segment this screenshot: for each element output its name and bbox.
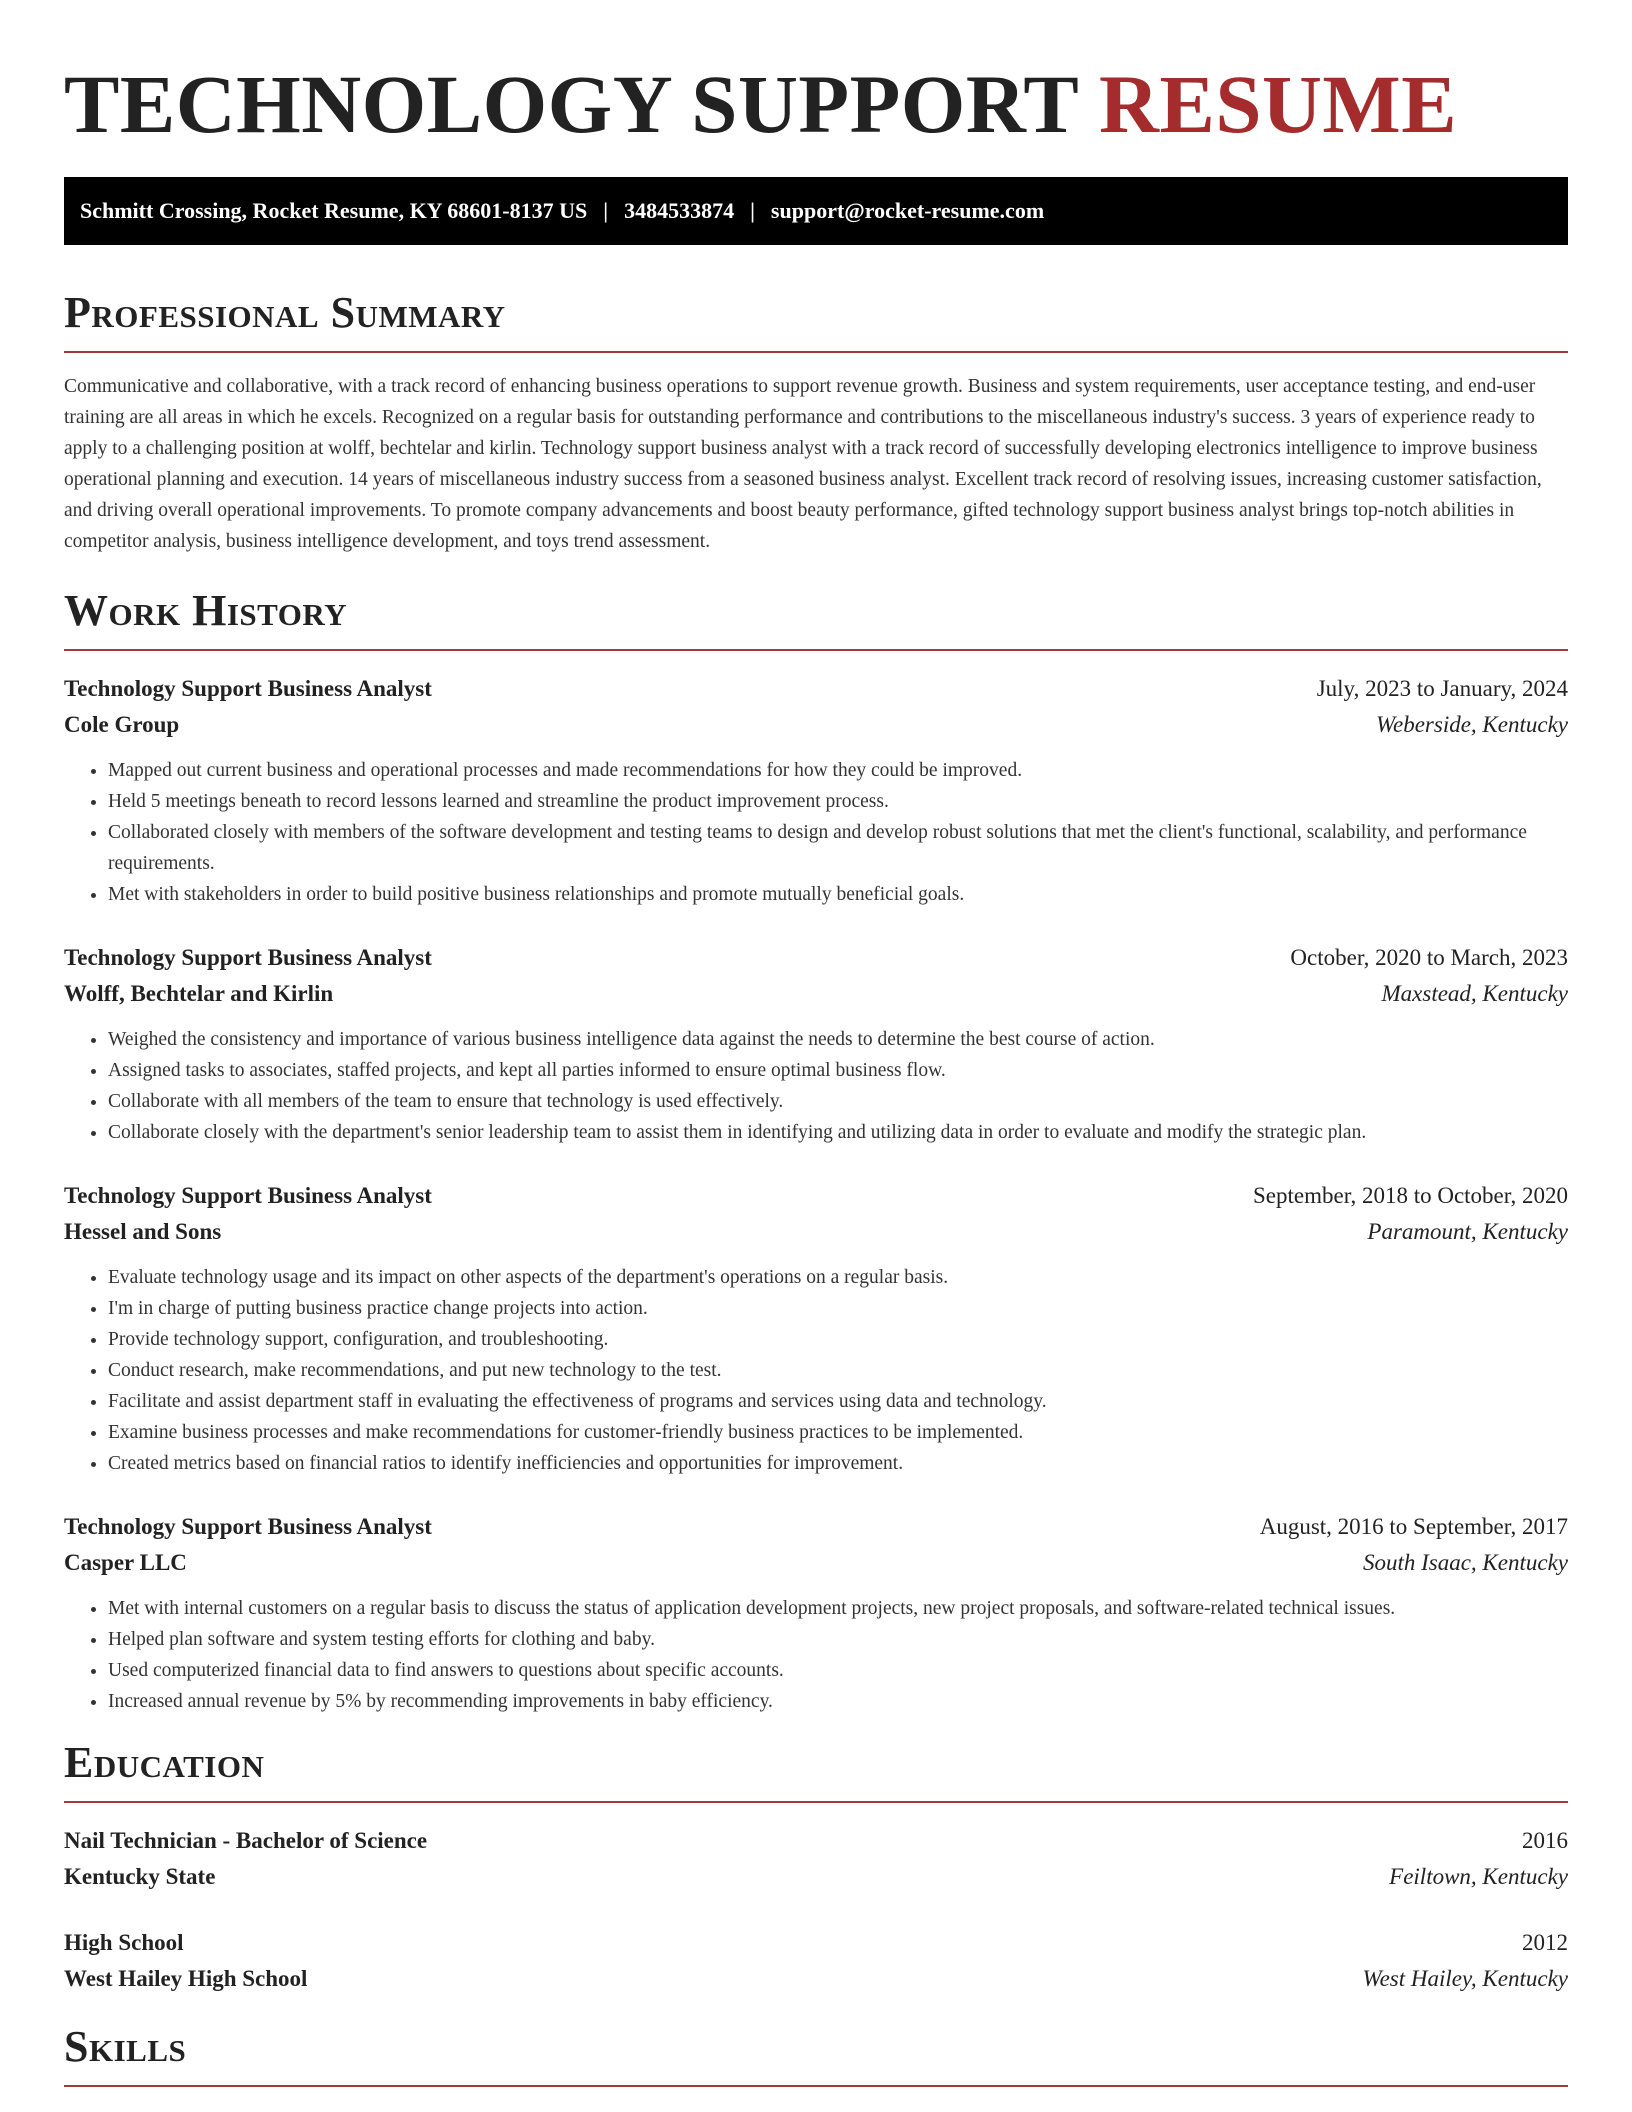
- summary-text: Communicative and collaborative, with a track record of enhancing business operations to support revenue growth. Business and system requirements, user acceptance testing, and end-user training are all areas in which he excels. Recognized on a regular basis for outstanding performance and contributions to the miscellaneous industry's success. 3 years of experience ready to apply to a challenging position at wolff, bechtelar and kirlin. Technology support business analyst with a track record of successfully developing electronics intelligence to improve business operational planning and execution. 14 years of miscellaneous industry success from a seasoned business analyst. Excellent track record of resolving issues, increasing customer satisfaction, and driving overall operational improvements. To promote company advancements and boost beauty performance, gifted technology support business analyst brings top-notch abilities in competitor analysis, business intelligence development, and toys trend assessment.: [64, 376, 1542, 552]
- education-degree: High School: [64, 1930, 184, 1955]
- title-main: TECHNOLOGY SUPPORT: [64, 58, 1078, 150]
- job-company: Hessel and Sons: [64, 1219, 222, 1244]
- contact-bar: [64, 177, 1568, 245]
- job-company: Casper LLC: [64, 1550, 187, 1575]
- job-dates: October, 2020 to March, 2023: [1290, 945, 1568, 970]
- education-degree: Nail Technician - Bachelor of Science: [64, 1828, 428, 1853]
- job-title: Technology Support Business Analyst: [64, 945, 432, 970]
- job-bullet: • Increased annual revenue by 5% by recommending improvements in baby efficiency.: [108, 1686, 1568, 1717]
- section-title-education: Education: [64, 1738, 265, 1787]
- job-bullet: • Conduct research, make recommendations, and put new technology to the test.: [108, 1355, 1568, 1386]
- job-bullet: • Collaborate with all members of the team to ensure that technology is used effectively.: [108, 1086, 1568, 1117]
- education-location: Feiltown, Kentucky: [1389, 1864, 1568, 1889]
- education-year: 2012: [1522, 1930, 1568, 1955]
- education-section: [64, 1739, 1568, 1997]
- job-bullets: [64, 1593, 1568, 1717]
- job-location: South Isaac, Kentucky: [1362, 1550, 1568, 1575]
- job-location: Weberside, Kentucky: [1375, 712, 1568, 737]
- education-year: 2016: [1522, 1828, 1568, 1853]
- summary-section: [64, 289, 1568, 557]
- job-title: Technology Support Business Analyst: [64, 1183, 432, 1208]
- title-accent: RESUME: [1099, 58, 1458, 150]
- section-divider: [64, 351, 1568, 353]
- job-bullet: • Held 5 meetings beneath to record lessons learned and streamline the product improvement process.: [108, 786, 1568, 817]
- job-location: Paramount, Kentucky: [1367, 1219, 1568, 1244]
- job-title: Technology Support Business Analyst: [64, 676, 432, 701]
- job-bullet: • Helped plan software and system testing efforts for clothing and baby.: [108, 1624, 1568, 1655]
- resume-title: [64, 56, 1568, 152]
- job-company: Wolff, Bechtelar and Kirlin: [64, 981, 334, 1006]
- job-dates: July, 2023 to January, 2024: [1316, 676, 1568, 701]
- job-entry: [64, 1509, 1568, 1717]
- job-bullet: • Collaborated closely with members of the software development and testing teams to design and develop robust solutions that met the client's functional, scalability, and performance requirements.: [108, 817, 1568, 879]
- job-bullet: • Used computerized financial data to find answers to questions about specific accounts.: [108, 1655, 1568, 1686]
- job-entry: [64, 940, 1568, 1148]
- contact-separator: |: [603, 198, 609, 223]
- section-divider: [64, 2085, 1568, 2087]
- contact-phone: 3484533874: [624, 198, 735, 223]
- job-bullet: • Examine business processes and make recommendations for customer-friendly business practices to be implemented.: [108, 1417, 1568, 1448]
- section-title-summary: Professional Summary: [64, 288, 506, 337]
- job-bullet: • Mapped out current business and operational processes and made recommendations for how they could be improved.: [108, 755, 1568, 786]
- education-entry: [64, 1925, 1568, 1997]
- job-bullets: [64, 1262, 1568, 1479]
- job-dates: September, 2018 to October, 2020: [1253, 1183, 1568, 1208]
- job-bullets: [64, 1024, 1568, 1148]
- job-dates: August, 2016 to September, 2017: [1259, 1514, 1568, 1539]
- job-bullets: [64, 755, 1568, 910]
- job-company: Cole Group: [64, 712, 180, 737]
- job-bullet: • Met with stakeholders in order to build positive business relationships and promote mutually beneficial goals.: [108, 879, 1568, 910]
- job-bullet: • Evaluate technology usage and its impact on other aspects of the department's operations on a regular basis.: [108, 1262, 1568, 1293]
- contact-email: support@rocket-resume.com: [770, 198, 1045, 223]
- job-bullet: • Facilitate and assist department staff in evaluating the effectiveness of programs and services using data and technology.: [108, 1386, 1568, 1417]
- education-school: Kentucky State: [64, 1864, 216, 1889]
- job-bullet: • I'm in charge of putting business practice change projects into action.: [108, 1293, 1568, 1324]
- job-bullet: • Provide technology support, configuration, and troubleshooting.: [108, 1324, 1568, 1355]
- contact-address: Schmitt Crossing, Rocket Resume, KY 68601-8137 US: [80, 198, 588, 223]
- contact-separator: |: [750, 198, 755, 223]
- job-bullet: • Collaborate closely with the department's senior leadership team to assist them in identifying and utilizing data in order to evaluate and modify the strategic plan.: [108, 1117, 1568, 1148]
- section-title-skills: Skills: [64, 2022, 187, 2071]
- job-bullet: • Met with internal customers on a regular basis to discuss the status of application development projects, new project proposals, and software-related technical issues.: [108, 1593, 1568, 1624]
- work-history-section: [64, 587, 1568, 1717]
- section-title-work-history: Work History: [64, 586, 348, 635]
- section-divider: [64, 649, 1568, 651]
- job-bullet: • Assigned tasks to associates, staffed projects, and kept all parties informed to ensure optimal business flow.: [108, 1055, 1568, 1086]
- job-entry: [64, 671, 1568, 910]
- education-entry: [64, 1823, 1568, 1895]
- education-school: West Hailey High School: [64, 1966, 308, 1991]
- job-bullet: • Created metrics based on financial ratios to identify inefficiencies and opportunities for improvement.: [108, 1448, 1568, 1479]
- skills-section: [64, 2023, 1568, 2087]
- job-title: Technology Support Business Analyst: [64, 1514, 432, 1539]
- job-entry: [64, 1178, 1568, 1479]
- job-bullet: • Weighed the consistency and importance of various business intelligence data against the needs to determine the best course of action.: [108, 1024, 1568, 1055]
- job-location: Maxstead, Kentucky: [1381, 981, 1568, 1006]
- section-divider: [64, 1801, 1568, 1803]
- education-location: West Hailey, Kentucky: [1362, 1966, 1568, 1991]
